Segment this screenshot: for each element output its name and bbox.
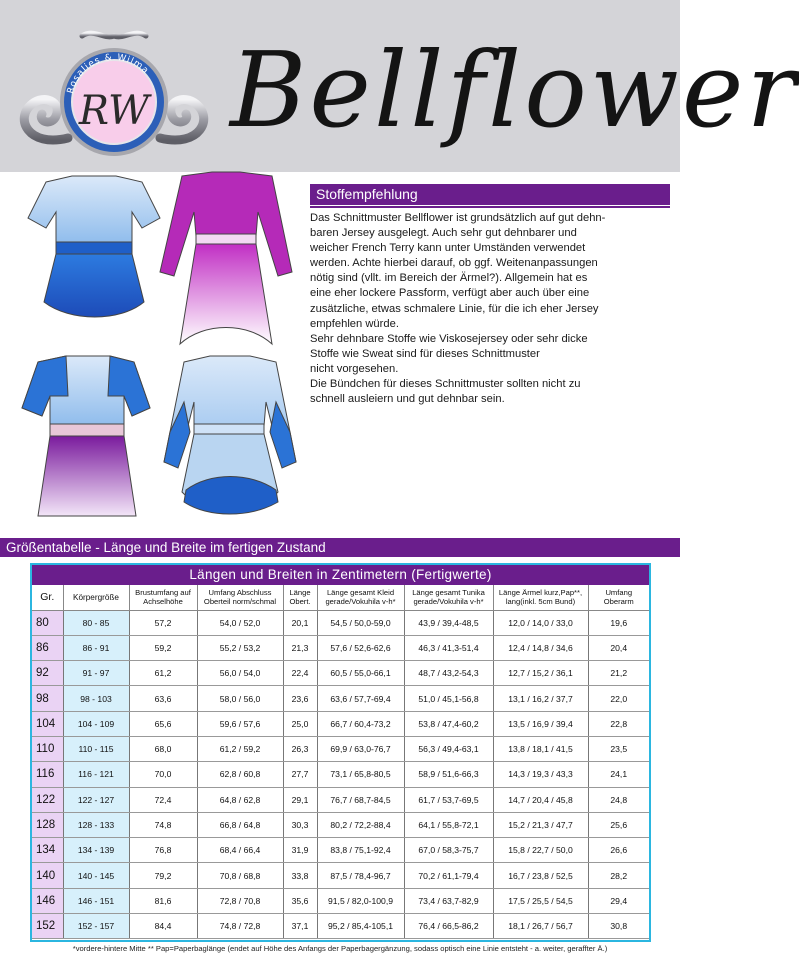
table-cell: 29,4 [588,888,649,913]
table-cell: 19,6 [588,610,649,635]
table-cell: 29,1 [283,787,317,812]
size-cell: 110 [32,736,63,761]
table-cell: 20,1 [283,610,317,635]
table-cell: 55,2 / 53,2 [197,635,283,660]
table-cell: 22,0 [588,686,649,711]
fabric-recommendation-heading: Stoffempfehlung [310,184,670,205]
table-cell: 15,2 / 21,3 / 47,7 [493,812,588,837]
table-cell: 27,7 [283,762,317,787]
table-cell: 26,6 [588,838,649,863]
size-table [30,563,651,942]
table-row [32,914,649,939]
table-cell: 28,2 [588,863,649,888]
table-cell: 25,0 [283,711,317,736]
table-row [32,787,649,812]
table-cell: 146 - 151 [63,888,129,913]
column-header: Länge Ärmel kurz,Pap**, lang(inkl. 5cm Bund) [493,585,588,610]
table-cell: 12,0 / 14,0 / 33,0 [493,610,588,635]
table-cell: 13,8 / 18,1 / 41,5 [493,736,588,761]
table-cell: 16,7 / 23,8 / 52,5 [493,863,588,888]
logo-ring-text: Rosalies & Wilma [65,52,151,95]
column-header: Körpergröße [63,585,129,610]
table-row [32,812,649,837]
table-cell: 67,0 / 58,3-75,7 [404,838,493,863]
table-cell: 74,8 [129,812,197,837]
table-cell: 64,8 / 62,8 [197,787,283,812]
table-cell: 62,8 / 60,8 [197,762,283,787]
table-cell: 61,2 [129,661,197,686]
table-cell: 30,3 [283,812,317,837]
table-cell: 70,2 / 61,1-79,4 [404,863,493,888]
table-cell: 58,0 / 56,0 [197,686,283,711]
text-line: schnell ausleiern und gut dehnbar sein. [310,393,505,406]
table-cell: 70,8 / 68,8 [197,863,283,888]
table-cell: 70,0 [129,762,197,787]
text-line: werden. Achte hierbei darauf, ob ggf. Weitenanpassungen [310,257,598,270]
text-line: Das Schnittmuster Bellflower ist grundsätzlich auf gut dehn- [310,212,606,224]
page-title: Bellflower [230,29,799,151]
text-line: Stoffe wie Sweat sind für dieses Schnittmuster [310,347,540,360]
garment-illustrations [10,172,302,520]
table-cell: 64,1 / 55,8-72,1 [404,812,493,837]
table-cell: 80 - 85 [63,610,129,635]
illustration-blue-shortsleeve [28,176,160,317]
table-cell: 91,5 / 82,0-100,9 [317,888,404,913]
table-cell: 66,7 / 60,4-73,2 [317,711,404,736]
column-header: Länge gesamt Kleid gerade/Vokuhila v-h* [317,585,404,610]
table-cell: 66,8 / 64,8 [197,812,283,837]
table-cell: 61,7 / 53,7-69,5 [404,787,493,812]
text-line: zusätzliche, etwas schmalere Linie, für die ich eher Jersey [310,302,599,315]
table-cell: 63,6 / 57,7-69,4 [317,686,404,711]
column-header: Umfang Oberarm [588,585,649,610]
table-cell: 26,3 [283,736,317,761]
size-cell: 98 [32,686,63,711]
table-cell: 76,7 / 68,7-84,5 [317,787,404,812]
table-cell: 116 - 121 [63,762,129,787]
size-cell: 116 [32,762,63,787]
table-cell: 17,5 / 25,5 / 54,5 [493,888,588,913]
brand-logo [8,28,220,164]
table-cell: 63,6 [129,686,197,711]
size-cell: 92 [32,661,63,686]
table-cell: 23,5 [588,736,649,761]
column-header: Gr. [32,585,63,610]
table-row [32,838,649,863]
text-line: Sehr dehnbare Stoffe wie Viskosejersey oder sehr dicke [310,332,588,345]
table-cell: 46,3 / 41,3-51,4 [404,635,493,660]
table-cell: 72,4 [129,787,197,812]
table-cell: 13,1 / 16,2 / 37,7 [493,686,588,711]
size-cell: 134 [32,838,63,863]
table-cell: 57,6 / 52,6-62,6 [317,635,404,660]
table-cell: 68,4 / 66,4 [197,838,283,863]
text-line: nicht vorgesehen. [310,362,399,375]
size-cell: 140 [32,863,63,888]
table-cell: 24,1 [588,762,649,787]
table-cell: 76,8 [129,838,197,863]
table-cell: 140 - 145 [63,863,129,888]
text-line: eine eher lockere Passform, verfügt aber auch über eine [310,287,590,300]
table-cell: 56,3 / 49,4-63,1 [404,736,493,761]
table-cell: 110 - 115 [63,736,129,761]
table-cell: 84,4 [129,914,197,939]
table-cell: 58,9 / 51,6-66,3 [404,762,493,787]
table-cell: 21,2 [588,661,649,686]
table-cell: 86 - 91 [63,635,129,660]
footnote: *vordere-hintere Mitte ** Pap=Paperbaglänge (endet auf Höhe des Anfangs der Paperbagergänzung, sodass optisch eine Linie entsteht - a. weiter, geraffter Ä.) [72,944,608,953]
table-cell: 91 - 97 [63,661,129,686]
table-cell: 56,0 / 54,0 [197,661,283,686]
table-cell: 74,8 / 72,8 [197,914,283,939]
table-cell: 14,7 / 20,4 / 45,8 [493,787,588,812]
size-cell: 152 [32,914,63,939]
text-line: nötig sind (vllt. im Bereich der Ärmel?). Allgemein hat es [310,272,588,285]
table-cell: 59,6 / 57,6 [197,711,283,736]
table-row [32,762,649,787]
table-cell: 152 - 157 [63,914,129,939]
table-cell: 60,5 / 55,0-66,1 [317,661,404,686]
table-cell: 80,2 / 72,2-88,4 [317,812,404,837]
text-line: Die Bündchen für dieses Schnittmuster sollten nicht zu [310,378,581,391]
column-header: Länge Obert. [283,585,317,610]
table-cell: 98 - 103 [63,686,129,711]
table-row [32,736,649,761]
table-header-row [32,585,649,610]
size-cell: 104 [32,711,63,736]
text-line: weicher French Terry kann unter Umständen verwendet [310,242,586,255]
table-cell: 65,6 [129,711,197,736]
size-cell: 86 [32,635,63,660]
fabric-recommendation-text [310,211,670,407]
table-cell: 81,6 [129,888,197,913]
table-row [32,711,649,736]
table-cell: 13,5 / 16,9 / 39,4 [493,711,588,736]
table-row [32,661,649,686]
table-cell: 73,1 / 65,8-80,5 [317,762,404,787]
table-cell: 35,6 [283,888,317,913]
size-cell: 146 [32,888,63,913]
table-cell: 68,0 [129,736,197,761]
size-cell: 122 [32,787,63,812]
table-row [32,863,649,888]
size-table-title: Längen und Breiten in Zentimetern (Fertigwerte) [32,565,649,585]
table-cell: 87,5 / 78,4-96,7 [317,863,404,888]
table-cell: 20,4 [588,635,649,660]
table-cell: 31,9 [283,838,317,863]
table-cell: 72,8 / 70,8 [197,888,283,913]
table-row [32,686,649,711]
table-cell: 12,7 / 15,2 / 36,1 [493,661,588,686]
table-cell: 95,2 / 85,4-105,1 [317,914,404,939]
table-cell: 25,6 [588,812,649,837]
table-cell: 23,6 [283,686,317,711]
table-cell: 104 - 109 [63,711,129,736]
illustration-lightblue-tunic [164,356,296,514]
text-line: empfehlen würde. [310,317,399,330]
table-cell: 30,8 [588,914,649,939]
table-cell: 128 - 133 [63,812,129,837]
size-cell: 80 [32,610,63,635]
size-cell: 128 [32,812,63,837]
size-table-heading: Größentabelle - Länge und Breite im fertigen Zustand [0,538,680,557]
table-cell: 33,8 [283,863,317,888]
header-banner [0,0,799,172]
table-cell: 54,0 / 52,0 [197,610,283,635]
table-cell: 12,4 / 14,8 / 34,6 [493,635,588,660]
table-row [32,610,649,635]
table-cell: 18,1 / 26,7 / 56,7 [493,914,588,939]
column-header: Länge gesamt Tunika gerade/Vokuhila v-h* [404,585,493,610]
table-cell: 73,4 / 63,7-82,9 [404,888,493,913]
size-grid [32,585,649,939]
table-cell: 76,4 / 66,5-86,2 [404,914,493,939]
illustration-pink-longsleeve [160,172,292,344]
table-cell: 48,7 / 43,2-54,3 [404,661,493,686]
table-cell: 54,5 / 50,0-59,0 [317,610,404,635]
table-cell: 61,2 / 59,2 [197,736,283,761]
table-cell: 79,2 [129,863,197,888]
table-cell: 21,3 [283,635,317,660]
table-cell: 83,8 / 75,1-92,4 [317,838,404,863]
column-header: Umfang Abschluss Oberteil norm/schmal [197,585,283,610]
table-cell: 51,0 / 45,1-56,8 [404,686,493,711]
table-cell: 22,4 [283,661,317,686]
table-cell: 14,3 / 19,3 / 43,3 [493,762,588,787]
table-row [32,635,649,660]
table-cell: 134 - 139 [63,838,129,863]
text-line: baren Jersey ausgelegt. Auch sehr gut dehnbarer und [310,227,577,240]
table-cell: 59,2 [129,635,197,660]
table-cell: 37,1 [283,914,317,939]
column-header: Brustumfang auf Achselhöhe [129,585,197,610]
table-cell: 15,8 / 22,7 / 50,0 [493,838,588,863]
table-cell: 22,8 [588,711,649,736]
table-cell: 53,8 / 47,4-60,2 [404,711,493,736]
table-cell: 122 - 127 [63,787,129,812]
table-cell: 24,8 [588,787,649,812]
table-row [32,888,649,913]
table-cell: 43,9 / 39,4-48,5 [404,610,493,635]
logo-monogram: RW [78,88,150,134]
illustration-purple-dress [22,356,150,516]
table-cell: 69,9 / 63,0-76,7 [317,736,404,761]
table-cell: 57,2 [129,610,197,635]
